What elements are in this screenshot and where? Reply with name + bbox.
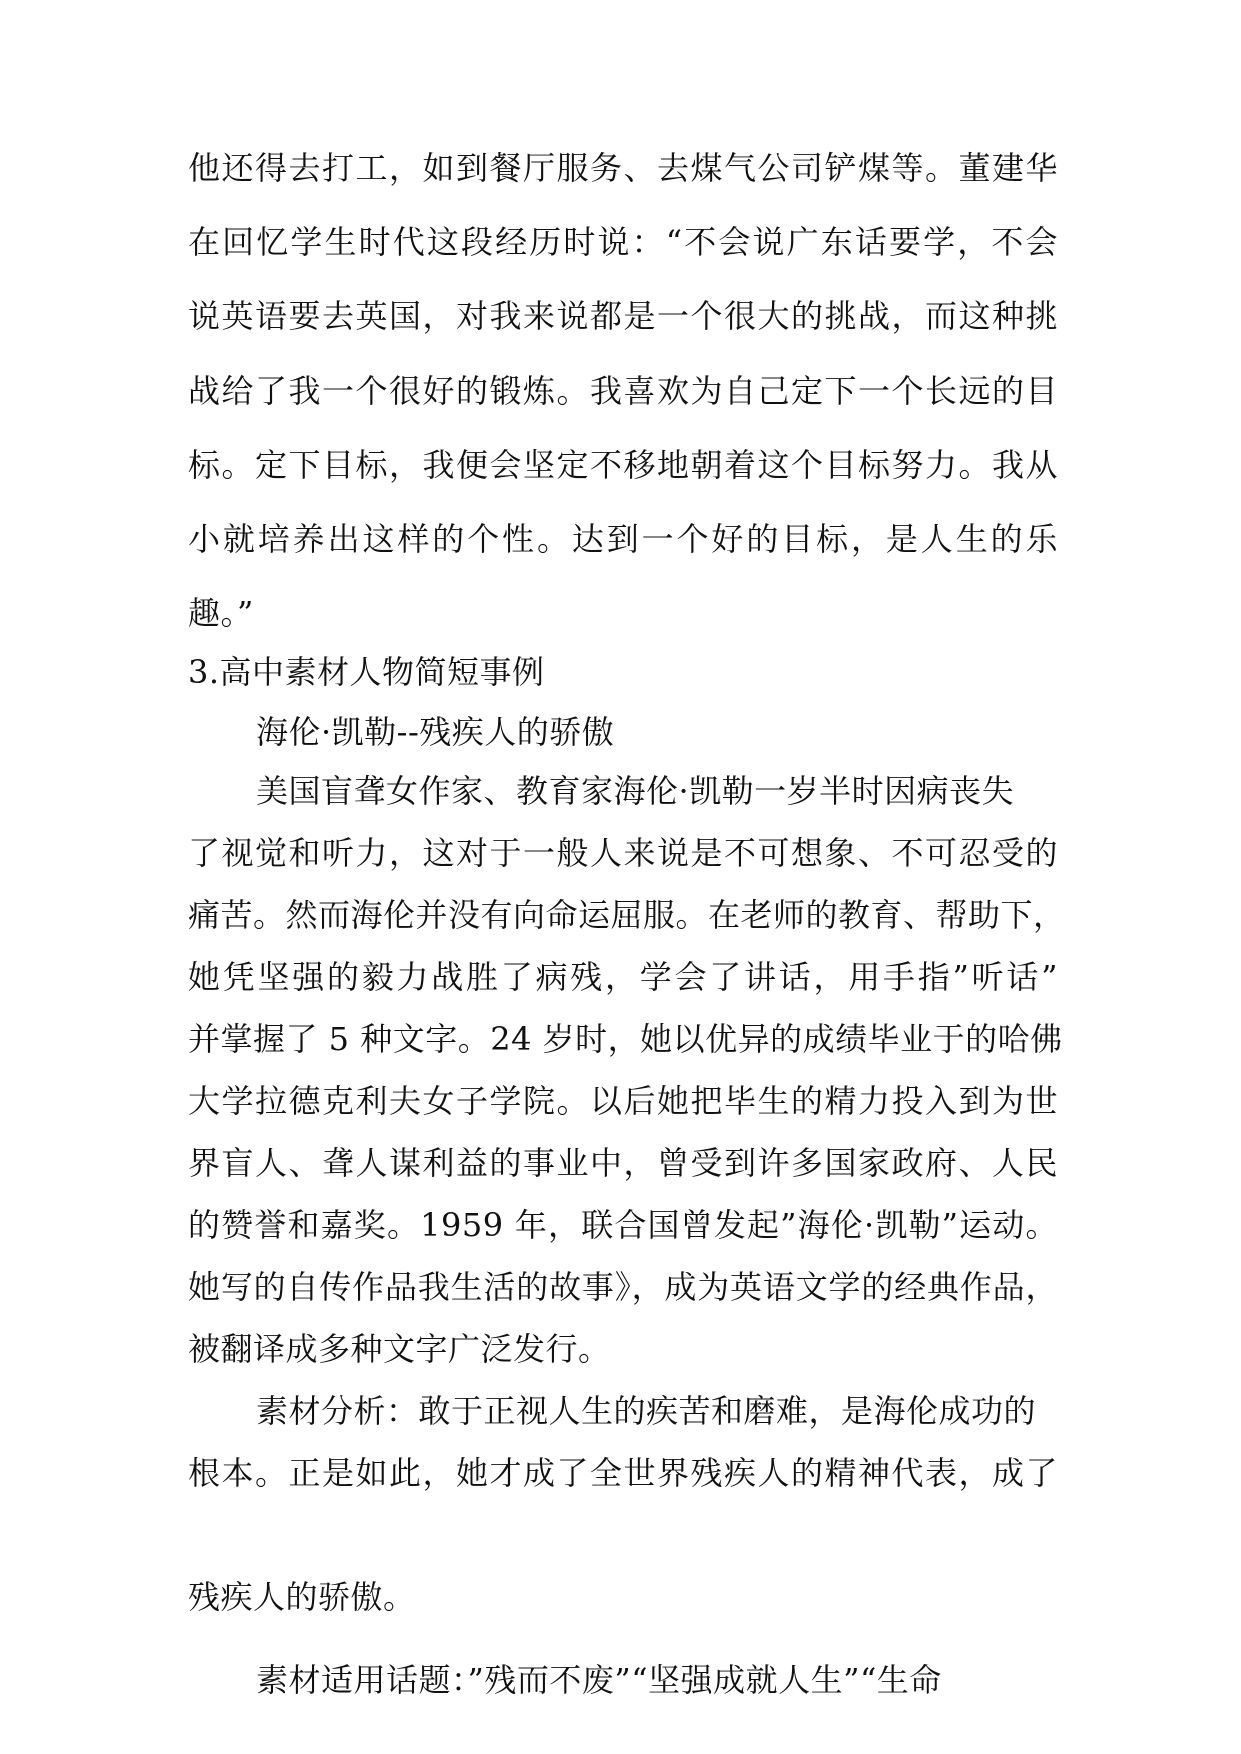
paragraph-line: 大学拉德克利夫女子学院。以后她把毕生的精力投入到为世 (188, 1082, 1058, 1120)
paragraph-line: 的赞誉和嘉奖。1959 年，联合国曾发起”海伦·凯勒”运动。 (188, 1206, 1058, 1244)
section-heading: 3.高中素材人物简短事例 (188, 653, 545, 691)
paragraph-line: 小就培养出这样的个性。达到一个好的目标，是人生的乐 (188, 520, 1058, 558)
paragraph-line: 标。定下目标，我便会坚定不移地朝着这个目标努力。我从 (188, 446, 1058, 484)
paragraph-line: 她写的自传作品我生活的故事》，成为英语文学的经典作品， (188, 1268, 1058, 1306)
paragraph-line: 被翻译成多种文字广泛发行。 (188, 1330, 611, 1368)
paragraph-line: 说英语要去英国，对我来说都是一个很大的挑战，而这种挑 (188, 297, 1058, 335)
paragraph-line: 了视觉和听力，这对于一般人来说是不可想象、不可忍受的 (188, 834, 1058, 872)
paragraph-line: 并掌握了 5 种文字。24 岁时，她以优异的成绩毕业于的哈佛 (188, 1020, 1063, 1058)
analysis-line: 素材分析：敢于正视人生的疾苦和磨难，是海伦成功的 (256, 1392, 1037, 1430)
paragraph-line: 痛苦。然而海伦并没有向命运屈服。在老师的教育、帮助下， (188, 896, 1066, 934)
paragraph-line: 他还得去打工，如到餐厅服务、去煤气公司铲煤等。董建华 (188, 149, 1058, 187)
story-title: 海伦·凯勒--残疾人的骄傲 (256, 713, 615, 751)
paragraph-line: 在回忆学生时代这段经历时说：“不会说广东话要学，不会 (188, 223, 1058, 261)
analysis-line: 根本。正是如此，她才成了全世界残疾人的精神代表，成了 (188, 1454, 1058, 1492)
paragraph-line: 美国盲聋女作家、教育家海伦·凯勒一岁半时因病丧失 (256, 772, 1015, 810)
analysis-line: 残疾人的骄傲。 (188, 1578, 416, 1616)
paragraph-line: 界盲人、聋人谋利益的事业中，曾受到许多国家政府、人民 (188, 1144, 1058, 1182)
topics-line: 素材适用话题：”残而不废”“坚强成就人生”“生命 (256, 1661, 942, 1699)
paragraph-line: 她凭坚强的毅力战胜了病残，学会了讲话，用手指”听话” (188, 958, 1058, 996)
paragraph-line: 战给了我一个很好的锻炼。我喜欢为自己定下一个长远的目 (188, 372, 1058, 410)
paragraph-line: 趣。” (188, 594, 254, 632)
